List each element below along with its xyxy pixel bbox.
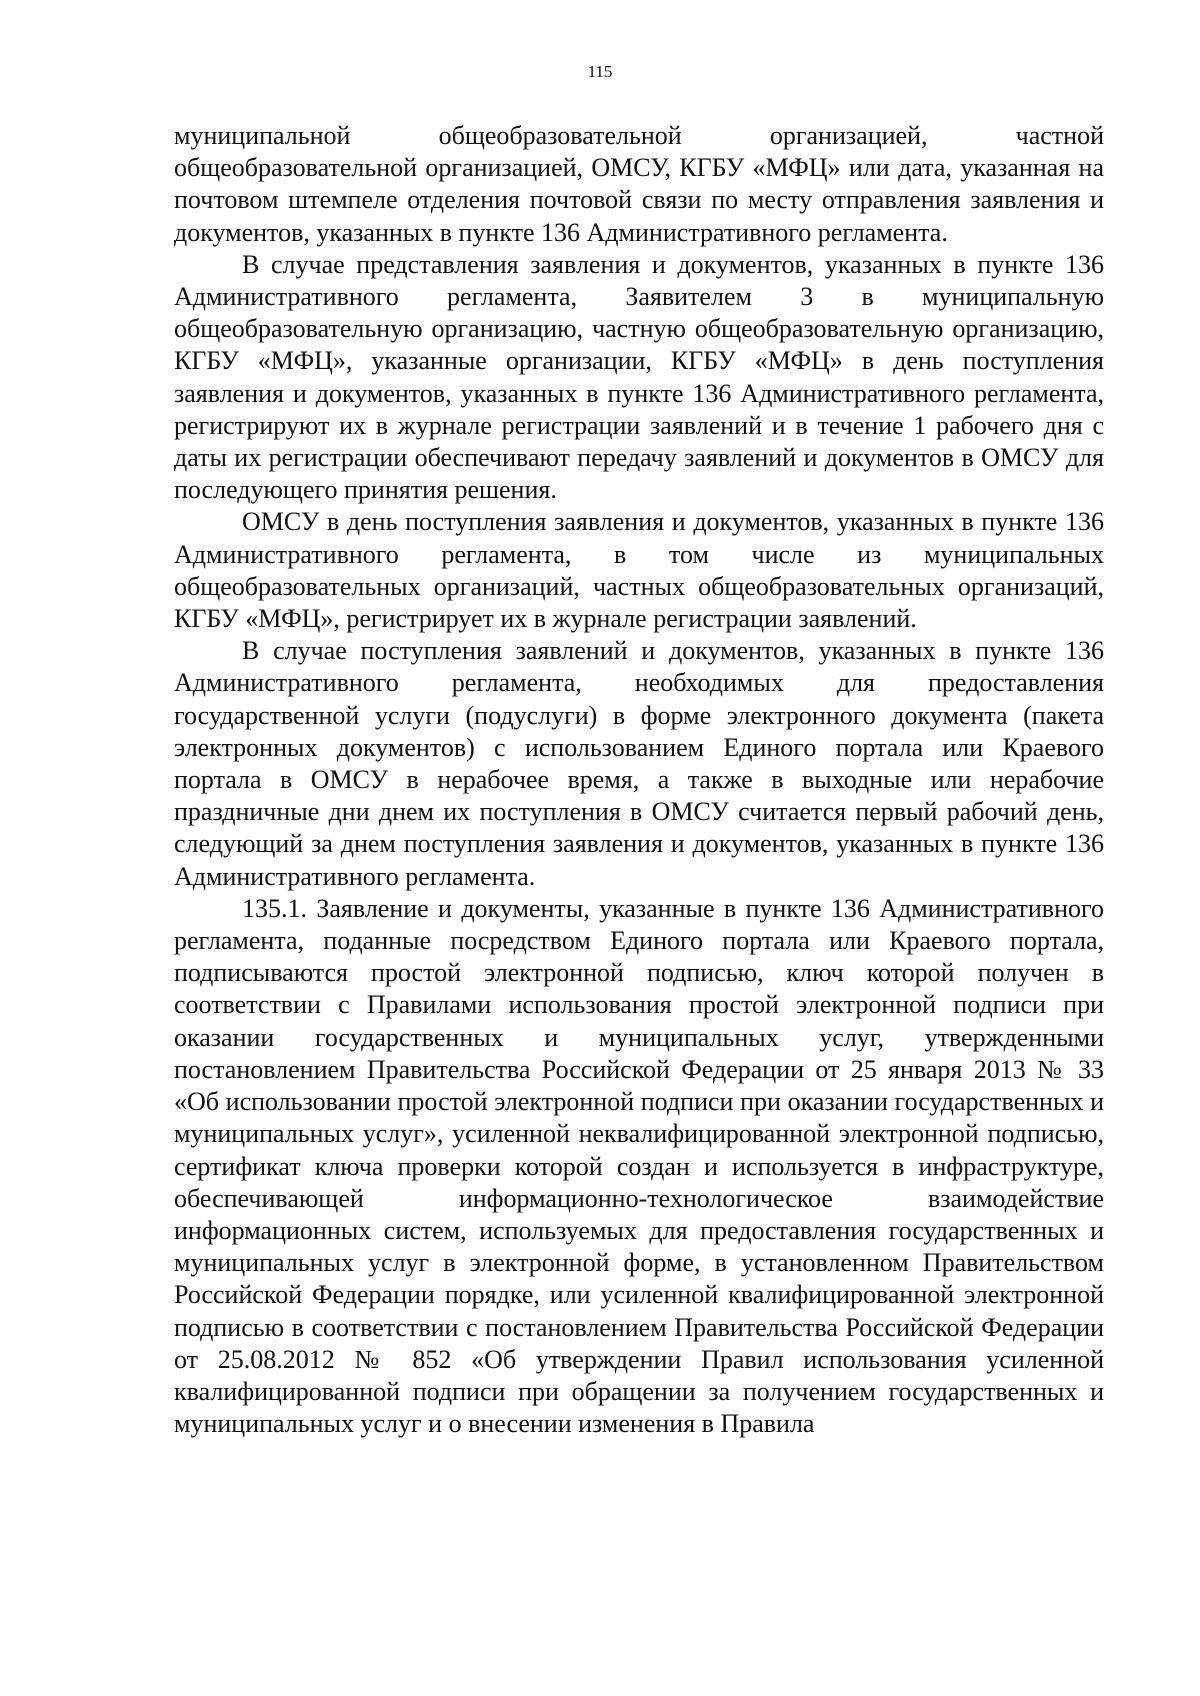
document-body	[174, 120, 1104, 1440]
page-number: 115	[587, 62, 613, 81]
paragraph-electronic-submission: В случае поступления заявлений и документов, указанных в пункте 136 Административного регламента, необходимых для предоставления государственной услуги (подуслуги) в форме электронного документа (пакета электронных документов) с использованием Единого портала или Краевого портала в ОМСУ в нерабочее время, а также в выходные или нерабочие праздничные дни днем их поступления в ОМСУ считается первый рабочий день, следующий за днем поступления заявления и документов, указанных в пункте 136 Административного регламента.	[174, 636, 1104, 891]
paragraph-135-1-electronic-signature: 135.1. Заявление и документы, указанные в пункте 136 Административного регламента, поданные посредством Единого портала или Краевого портала, подписываются простой электронной подписью, ключ которой получен в соответствии с Правилами использования простой электронной подписи при оказании государственных и муниципальных услуг, утвержденными постановлением Правительства Российской Федерации от 25 января 2013 № 33 «Об использовании простой электронной подписи при оказании государственных и муниципальных услуг», усиленной неквалифицированной электронной подписью, сертификат ключа проверки которой создан и используется в инфраструктуре, обеспечивающей информационно-технологическое взаимодействие информационных систем, используемых для предоставления государственных и муниципальных услуг в электронной форме, в установленном Правительством Российской Федерации порядке, или усиленной квалифицированной электронной подписью в соответствии с постановлением Правительства Российской Федерации от 25.08.2012 № 852 «Об утверждении Правил использования усиленной квалифицированной подписи при обращении за получением государственных и муниципальных услуг и о внесении изменения в Правила	[174, 893, 1104, 1439]
paragraph-omsu-registration: ОМСУ в день поступления заявления и документов, указанных в пункте 136 Административного регламента, в том числе из муниципальных общеобразовательных организаций, частных общеобразовательных организаций, КГБУ «МФЦ», регистрирует их в журнале регистрации заявлений.	[174, 507, 1104, 634]
paragraph-submission-to-organizations: В случае представления заявления и документов, указанных в пункте 136 Административного регламента, Заявителем 3 в муниципальную общеобразовательную организацию, частную общеобразовательную организацию, КГБУ «МФЦ», указанные организации, КГБУ «МФЦ» в день поступления заявления и документов, указанных в пункте 136 Административного регламента, регистрируют их в журнале регистрации заявлений и в течение 1 рабочего дня с даты их регистрации обеспечивают передачу заявлений и документов в ОМСУ для последующего принятия решения.	[174, 249, 1104, 505]
paragraph-continuation: муниципальной общеобразовательной организацией, частной общеобразовательной организацией, ОМСУ, КГБУ «МФЦ» или дата, указанная на почтовом штемпеле отделения почтовой связи по месту отправления заявления и документов, указанных в пункте 136 Административного регламента.	[174, 121, 1104, 247]
